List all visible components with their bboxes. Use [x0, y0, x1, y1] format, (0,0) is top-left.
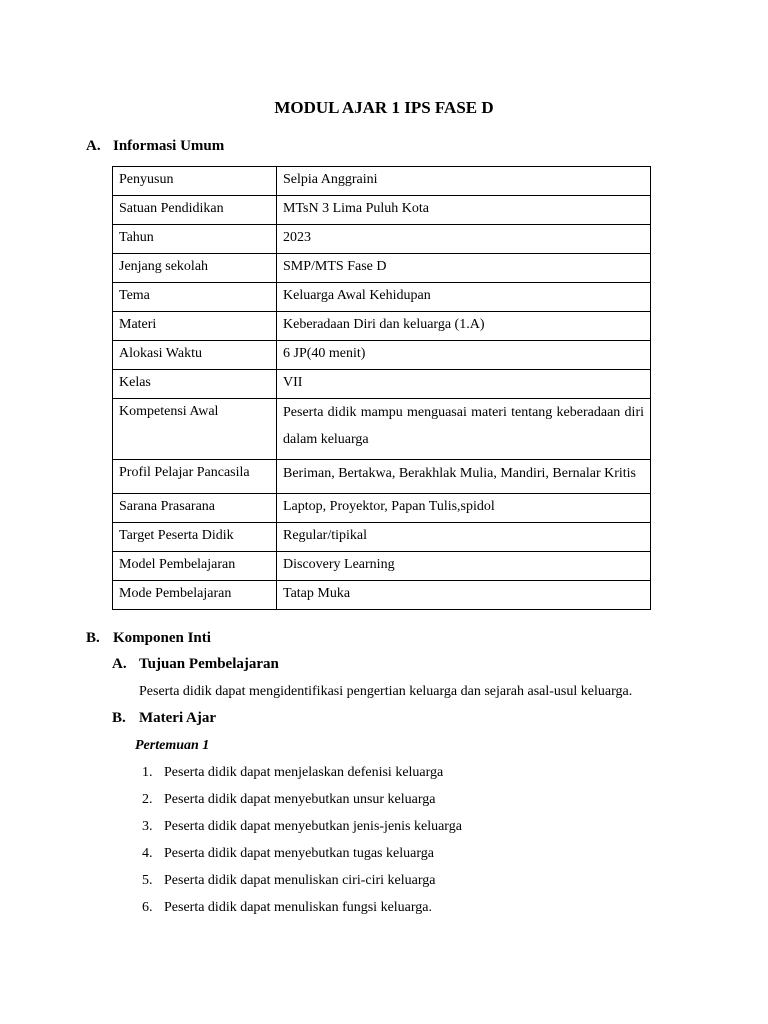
row-key: Model Pembelajaran: [113, 552, 277, 581]
section-a-marker: A.: [86, 138, 101, 154]
row-key: Kompetensi Awal: [113, 399, 277, 460]
table-row: [113, 370, 651, 399]
table-row: [113, 254, 651, 283]
row-key: Kelas: [113, 370, 277, 399]
row-key: Tahun: [113, 225, 277, 254]
material-list: [122, 765, 462, 927]
row-key: Alokasi Waktu: [113, 341, 277, 370]
subsection-a-marker: A.: [112, 656, 127, 672]
list-text: Peserta didik dapat menyebutkan unsur keluarga: [164, 792, 436, 807]
row-value: VII: [277, 370, 651, 399]
row-key: Penyusun: [113, 167, 277, 196]
table-row: [113, 552, 651, 581]
list-item: [122, 819, 462, 846]
table-row: [113, 460, 651, 494]
section-a-title: Informasi Umum: [113, 138, 225, 154]
list-item: [122, 900, 462, 927]
row-value: SMP/MTS Fase D: [277, 254, 651, 283]
list-text: Peserta didik dapat menyebutkan jenis-jenis keluarga: [164, 819, 462, 834]
list-item: [122, 846, 462, 873]
subsection-a-title: Tujuan Pembelajaran: [139, 656, 279, 672]
row-key: Satuan Pendidikan: [113, 196, 277, 225]
row-value: Beriman, Bertakwa, Berakhlak Mulia, Mandiri, Bernalar Kritis: [277, 460, 651, 494]
table-row: [113, 581, 651, 610]
list-item: [122, 792, 462, 819]
table-row: [113, 341, 651, 370]
row-value: Selpia Anggraini: [277, 167, 651, 196]
row-value: Keberadaan Diri dan keluarga (1.A): [277, 312, 651, 341]
row-value: Discovery Learning: [277, 552, 651, 581]
table-row: [113, 167, 651, 196]
row-value: Keluarga Awal Kehidupan: [277, 283, 651, 312]
table-row: [113, 312, 651, 341]
list-number: 5.: [142, 873, 153, 888]
row-key: Sarana Prasarana: [113, 494, 277, 523]
row-key: Jenjang sekolah: [113, 254, 277, 283]
list-item: [122, 873, 462, 900]
list-number: 1.: [142, 765, 153, 780]
list-text: Peserta didik dapat menuliskan ciri-ciri keluarga: [164, 873, 436, 888]
row-key: Profil Pelajar Pancasila: [113, 460, 277, 494]
list-text: Peserta didik dapat menuliskan fungsi keluarga.: [164, 900, 433, 915]
table-row: [113, 196, 651, 225]
list-text: Peserta didik dapat menjelaskan defenisi keluarga: [164, 765, 444, 780]
row-key: Mode Pembelajaran: [113, 581, 277, 610]
list-text: Peserta didik dapat menyebutkan tugas keluarga: [164, 846, 434, 861]
row-value: Peserta didik mampu menguasai materi tentang keberadaan diri dalam keluarga: [277, 399, 651, 460]
list-number: 6.: [142, 900, 153, 915]
row-key: Target Peserta Didik: [113, 523, 277, 552]
table-row: [113, 494, 651, 523]
section-b-title: Komponen Inti: [113, 630, 211, 646]
row-value: Laptop, Proyektor, Papan Tulis,spidol: [277, 494, 651, 523]
list-number: 3.: [142, 819, 153, 834]
table-row: [113, 523, 651, 552]
row-key: Materi: [113, 312, 277, 341]
subsection-a-heading: [112, 656, 279, 673]
document-title: MODUL AJAR 1 IPS FASE D: [274, 98, 494, 117]
row-value: Regular/tipikal: [277, 523, 651, 552]
row-value: 6 JP(40 menit): [277, 341, 651, 370]
info-table: [112, 166, 651, 610]
list-item: [122, 765, 462, 792]
subsection-b-marker: B.: [112, 710, 126, 726]
table-row: [113, 225, 651, 254]
table-row: [113, 283, 651, 312]
table-row: [113, 399, 651, 460]
section-b-marker: B.: [86, 630, 100, 646]
row-value: 2023: [277, 225, 651, 254]
list-number: 4.: [142, 846, 153, 861]
learning-objective-text: Peserta didik dapat mengidentifikasi pengertian keluarga dan sejarah asal-usul keluarga.: [139, 684, 633, 699]
row-value: Tatap Muka: [277, 581, 651, 610]
subsection-b-title: Materi Ajar: [139, 710, 217, 726]
row-value: MTsN 3 Lima Puluh Kota: [277, 196, 651, 225]
meeting-label: Pertemuan 1: [135, 738, 210, 753]
subsection-b-heading: [112, 710, 216, 727]
list-number: 2.: [142, 792, 153, 807]
section-b-heading: [86, 630, 211, 647]
row-key: Tema: [113, 283, 277, 312]
section-a-heading: [86, 138, 224, 155]
